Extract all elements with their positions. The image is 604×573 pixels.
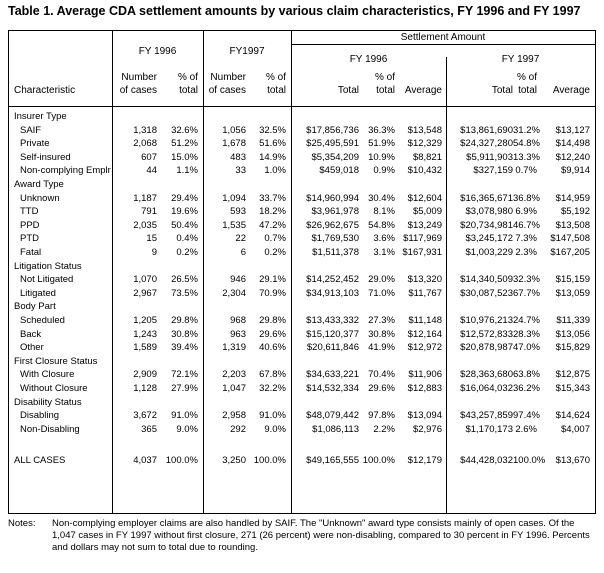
header-fy1997: FY1997 xyxy=(229,46,265,57)
cell-settlement-total-fy1996: $20,611,846 xyxy=(306,342,359,354)
cell-settlement-avg-fy1996: $11,906 xyxy=(408,369,442,381)
cell-pct-fy1997: 0.2% xyxy=(264,247,286,258)
cell-settlement-total-fy1997: $16,064,032 xyxy=(460,383,513,394)
cell-settlement-pct-fy1997: 36.2% xyxy=(513,383,540,394)
cell-settlement-avg-fy1996: $13,249 xyxy=(407,219,442,231)
cell-settlement-avg-fy1996: $12,164 xyxy=(407,328,442,340)
cell-pct-fy1997: 1.0% xyxy=(264,165,286,177)
cell-cases-fy1996: 1,243 xyxy=(133,328,157,340)
cell-cases-fy1997: 1,094 xyxy=(222,192,246,204)
cell-settlement-pct-fy1997: 7.3% xyxy=(515,233,537,245)
cell-cases-fy1997: 483 xyxy=(230,151,246,163)
cell-cases-fy1997: 33 xyxy=(235,165,246,177)
category-label: Litigation Status xyxy=(14,260,82,272)
header-settlement-fy1996: FY 1996 xyxy=(349,54,388,65)
cell-settlement-total-fy1996: $49,165,555 xyxy=(306,455,359,466)
table-row xyxy=(9,382,595,395)
cell-cases-fy1997: 593 xyxy=(230,206,246,218)
row-label: Not Litigated xyxy=(20,274,74,286)
cell-settlement-total-fy1997: $13,861,690 xyxy=(460,124,513,136)
header-fy1996: FY 1996 xyxy=(138,46,177,57)
cell-settlement-pct-fy1996: 41.9% xyxy=(368,342,395,354)
header-characteristic: Characteristic xyxy=(14,85,76,96)
cell-pct-fy1996: 72.1% xyxy=(171,369,198,381)
table-row xyxy=(9,273,595,286)
row-label: Disabling xyxy=(20,410,60,422)
category-row xyxy=(9,178,595,191)
table-row xyxy=(9,164,595,177)
cell-pct-fy1997: 33.7% xyxy=(259,192,286,204)
cell-settlement-total-fy1997: $43,257,859 xyxy=(460,410,513,422)
cell-settlement-total-fy1996: $34,633,221 xyxy=(306,369,359,381)
cell-settlement-pct-fy1997: 97.4% xyxy=(513,410,540,422)
cell-cases-fy1997: 1,535 xyxy=(222,219,246,231)
cell-pct-fy1996: 51.2% xyxy=(171,138,198,150)
cell-pct-fy1997: 14.9% xyxy=(259,151,286,163)
row-label: Scheduled xyxy=(20,315,65,326)
category-label: Insurer Type xyxy=(14,111,67,122)
table-row xyxy=(9,232,595,245)
cell-pct-fy1997: 18.2% xyxy=(259,206,286,218)
cell-cases-fy1997: 6 xyxy=(240,247,246,258)
cell-pct-fy1996: 26.5% xyxy=(171,274,198,286)
cell-settlement-pct-fy1997: 46.7% xyxy=(513,219,540,231)
cell-settlement-avg-fy1997: $147,508 xyxy=(550,233,590,245)
table-row xyxy=(9,246,595,259)
cell-settlement-pct-fy1996: 0.9% xyxy=(373,165,395,177)
cell-settlement-total-fy1997: $20,878,987 xyxy=(460,342,513,354)
cell-settlement-pct-fy1996: 54.8% xyxy=(368,219,395,231)
cell-settlement-total-fy1996: $5,354,209 xyxy=(311,151,359,163)
table-row xyxy=(9,368,595,381)
category-row xyxy=(9,300,595,313)
cell-pct-fy1996: 9.0% xyxy=(176,423,198,435)
cell-settlement-pct-fy1997: 36.8% xyxy=(513,192,540,204)
cell-settlement-pct-fy1997: 63.8% xyxy=(513,369,540,381)
cell-pct-fy1996: 30.8% xyxy=(171,328,198,340)
cell-settlement-total-fy1996: $1,769,530 xyxy=(311,233,359,245)
cell-settlement-total-fy1997: $10,976,213 xyxy=(460,315,513,326)
cell-pct-fy1997: 47.2% xyxy=(259,219,286,231)
cell-settlement-pct-fy1996: 71.0% xyxy=(368,287,395,299)
table-row xyxy=(9,151,595,164)
header-total: total xyxy=(518,85,537,96)
cell-settlement-avg-fy1997: $14,959 xyxy=(555,192,590,204)
cell-pct-fy1996: 50.4% xyxy=(171,219,198,231)
total-row xyxy=(9,454,595,467)
cell-settlement-total-fy1996: $14,960,994 xyxy=(306,192,359,204)
cell-settlement-avg-fy1996: $8,821 xyxy=(412,151,442,163)
cell-cases-fy1996: 791 xyxy=(141,206,157,218)
cell-settlement-pct-fy1997: 28.3% xyxy=(513,328,540,340)
row-label: Self-insured xyxy=(20,151,71,163)
cell-settlement-total-fy1996: $26,962,675 xyxy=(306,219,359,231)
cell-settlement-total-fy1996: $14,252,452 xyxy=(306,274,359,286)
cell-settlement-total-fy1996: $13,433,332 xyxy=(306,315,359,326)
cell-cases-fy1996: 2,909 xyxy=(133,369,157,381)
category-row xyxy=(9,355,595,368)
category-row xyxy=(9,110,595,123)
cell-settlement-pct-fy1996: 8.1% xyxy=(373,206,395,218)
cell-settlement-pct-fy1996: 97.8% xyxy=(368,410,395,422)
header-total: total xyxy=(267,85,286,96)
cell-pct-fy1996: 29.4% xyxy=(171,192,198,204)
cell-settlement-avg-fy1997: $5,192 xyxy=(560,206,590,218)
row-label: PPD xyxy=(20,219,40,231)
header-average: Average xyxy=(404,85,442,96)
cell-settlement-pct-fy1996: 29.0% xyxy=(368,274,395,286)
table-row xyxy=(9,192,595,205)
cell-cases-fy1997: 2,203 xyxy=(222,369,246,381)
cell-settlement-pct-fy1996: 3.6% xyxy=(373,233,395,245)
cell-pct-fy1996: 32.6% xyxy=(171,124,198,136)
cell-settlement-total-fy1997: $28,363,680 xyxy=(460,369,513,381)
cell-settlement-avg-fy1996: $12,329 xyxy=(407,138,442,150)
header-settlement-amount: Settlement Amount xyxy=(400,32,486,43)
cell-settlement-pct-fy1997: 2.3% xyxy=(515,247,537,258)
cell-pct-fy1997: 9.0% xyxy=(264,423,286,435)
cell-settlement-avg-fy1996: $12,972 xyxy=(407,342,442,354)
cell-settlement-total-fy1996: $3,961,978 xyxy=(311,206,359,218)
cell-settlement-pct-fy1997: 6.9% xyxy=(515,206,537,218)
cell-settlement-pct-fy1997: 13.3% xyxy=(513,151,540,163)
cell-cases-fy1996: 1,128 xyxy=(133,383,157,394)
cell-cases-fy1997: 2,958 xyxy=(222,410,246,422)
row-label: Non-complying Emplr xyxy=(20,165,111,177)
cell-cases-fy1997: 3,250 xyxy=(222,455,246,466)
cell-pct-fy1997: 29.6% xyxy=(259,328,286,340)
cell-settlement-total-fy1997: $1,003,229 xyxy=(465,247,513,258)
table-row xyxy=(9,137,595,150)
cell-settlement-total-fy1996: $48,079,442 xyxy=(306,410,359,422)
cell-settlement-pct-fy1996: 10.9% xyxy=(368,151,395,163)
cell-settlement-pct-fy1997: 31.2% xyxy=(513,124,540,136)
header-pct-of: % of xyxy=(265,72,286,83)
cell-cases-fy1996: 365 xyxy=(141,423,157,435)
cell-settlement-avg-fy1997: $15,159 xyxy=(555,274,590,286)
cell-settlement-total-fy1997: $1,170,173 xyxy=(465,423,513,435)
cell-settlement-total-fy1996: $17,856,736 xyxy=(306,124,359,136)
cell-cases-fy1996: 9 xyxy=(151,247,157,258)
header-pct-of: % of xyxy=(177,72,198,83)
cell-settlement-total-fy1996: $1,086,113 xyxy=(312,423,359,435)
cell-settlement-total-fy1996: $1,511,378 xyxy=(312,247,359,258)
cell-cases-fy1996: 1,070 xyxy=(133,274,157,286)
notes-label: Notes: xyxy=(8,518,36,529)
cell-pct-fy1997: 91.0% xyxy=(259,410,286,422)
cell-cases-fy1996: 2,068 xyxy=(133,138,157,150)
cell-cases-fy1997: 22 xyxy=(235,233,246,245)
cell-settlement-avg-fy1997: $13,670 xyxy=(555,455,590,466)
cell-pct-fy1996: 27.9% xyxy=(171,383,198,394)
category-label: Disability Status xyxy=(14,396,82,408)
cell-cases-fy1997: 946 xyxy=(230,274,246,286)
header-total: total xyxy=(179,85,198,96)
cell-settlement-total-fy1997: $24,327,280 xyxy=(460,138,513,150)
category-row xyxy=(9,396,595,409)
cell-settlement-pct-fy1996: 100.0% xyxy=(362,455,395,466)
cell-cases-fy1996: 3,672 xyxy=(133,410,157,422)
cell-settlement-avg-fy1996: $12,883 xyxy=(407,383,442,394)
cell-settlement-avg-fy1996: $10,432 xyxy=(407,165,442,177)
cell-settlement-avg-fy1996: $13,094 xyxy=(407,410,442,422)
cell-settlement-total-fy1997: $16,365,671 xyxy=(460,192,513,204)
cell-settlement-pct-fy1997: 0.7% xyxy=(515,165,537,177)
row-label: With Closure xyxy=(20,369,75,381)
cell-settlement-total-fy1997: $5,911,903 xyxy=(466,151,513,163)
table-row xyxy=(9,341,595,354)
category-label: Award Type xyxy=(14,179,64,190)
cell-pct-fy1996: 100.0% xyxy=(165,455,198,466)
cell-settlement-avg-fy1997: $12,875 xyxy=(555,369,590,381)
cell-cases-fy1997: 2,304 xyxy=(222,287,246,299)
cell-settlement-pct-fy1996: 27.3% xyxy=(368,315,395,326)
table-row xyxy=(9,328,595,341)
cell-settlement-avg-fy1997: $12,240 xyxy=(555,151,590,163)
table-title: Table 1. Average CDA settlement amounts by various claim characteristics, FY 1996 and FY 1997 xyxy=(8,4,581,18)
table-row xyxy=(9,314,595,327)
cell-settlement-total-fy1996: $15,120,377 xyxy=(306,328,359,340)
row-label: TTD xyxy=(20,206,39,218)
cell-settlement-pct-fy1997: 67.7% xyxy=(513,287,540,299)
cell-settlement-pct-fy1996: 36.3% xyxy=(368,124,395,136)
cell-settlement-pct-fy1996: 30.4% xyxy=(368,192,395,204)
cell-pct-fy1996: 1.1% xyxy=(176,165,198,177)
cell-settlement-total-fy1997: $3,078,980 xyxy=(465,206,513,218)
cell-settlement-avg-fy1997: $167,205 xyxy=(550,247,590,258)
cell-cases-fy1996: 1,589 xyxy=(133,342,157,354)
header-number: Number xyxy=(121,72,157,83)
cell-settlement-avg-fy1996: $11,767 xyxy=(408,287,442,299)
row-label: Other xyxy=(20,342,44,354)
header-of-cases: of cases xyxy=(208,85,246,96)
category-label: First Closure Status xyxy=(14,355,98,367)
cell-settlement-pct-fy1997: 24.7% xyxy=(513,315,540,326)
category-row xyxy=(9,260,595,273)
table-row xyxy=(9,124,595,137)
cell-pct-fy1996: 29.8% xyxy=(171,315,198,326)
cell-pct-fy1997: 40.6% xyxy=(259,342,286,354)
cell-cases-fy1997: 963 xyxy=(230,328,246,340)
cell-settlement-total-fy1996: $459,018 xyxy=(319,165,359,177)
cell-pct-fy1996: 0.2% xyxy=(176,247,198,258)
cell-cases-fy1996: 1,318 xyxy=(133,124,157,136)
header-total-col: Total xyxy=(337,85,359,96)
cell-settlement-total-fy1997: $3,245,172 xyxy=(465,233,513,245)
cell-settlement-total-fy1996: $34,913,103 xyxy=(306,287,359,299)
cell-settlement-total-fy1997: $30,087,523 xyxy=(460,287,513,299)
cell-settlement-pct-fy1996: 70.4% xyxy=(368,369,395,381)
cell-settlement-avg-fy1996: $117,969 xyxy=(403,233,442,245)
cell-settlement-avg-fy1996: $12,604 xyxy=(407,192,442,204)
cell-settlement-avg-fy1997: $13,508 xyxy=(555,219,590,231)
cell-cases-fy1997: 1,056 xyxy=(222,124,246,136)
cell-pct-fy1996: 19.6% xyxy=(171,206,198,218)
cell-pct-fy1996: 39.4% xyxy=(171,342,198,354)
table-row xyxy=(9,423,595,436)
cell-settlement-avg-fy1996: $12,179 xyxy=(407,455,442,466)
cell-settlement-pct-fy1997: 32.3% xyxy=(513,274,540,286)
cell-cases-fy1996: 15 xyxy=(146,233,157,245)
row-label: Non-Disabling xyxy=(20,423,80,435)
cell-cases-fy1996: 44 xyxy=(146,165,157,177)
cell-cases-fy1997: 1,047 xyxy=(222,383,246,394)
cell-pct-fy1997: 70.9% xyxy=(259,287,286,299)
cell-settlement-pct-fy1997: 100.0% xyxy=(513,455,546,466)
cell-settlement-pct-fy1996: 3.1% xyxy=(373,247,395,258)
cell-cases-fy1996: 4,037 xyxy=(133,455,157,466)
cell-cases-fy1996: 1,205 xyxy=(133,315,157,326)
row-label: Private xyxy=(20,138,50,150)
cell-pct-fy1997: 32.5% xyxy=(259,124,286,136)
cell-settlement-avg-fy1996: $13,320 xyxy=(407,274,442,286)
header-settlement-fy1997: FY 1997 xyxy=(501,54,540,65)
cell-settlement-avg-fy1996: $167,931 xyxy=(402,247,442,258)
data-table xyxy=(8,30,596,514)
cell-settlement-avg-fy1997: $11,339 xyxy=(556,315,590,326)
cell-settlement-avg-fy1997: $9,914 xyxy=(560,165,590,177)
cell-pct-fy1996: 0.4% xyxy=(176,233,198,245)
notes-text: Non-complying employer claims are also handled by SAIF. The "Unknown" award type consists mainly of open cases. Of the 1,047 cases in FY 1997 without first closure, 271 (26 percent) were non-disabling, compared to 30 percent in FY 1996. Percents and dollars may not sum to total due to rounding. xyxy=(52,518,590,553)
cell-settlement-pct-fy1996: 30.8% xyxy=(368,328,395,340)
header-pct-of: % of xyxy=(516,72,537,83)
cell-cases-fy1996: 1,187 xyxy=(133,192,157,204)
cell-settlement-avg-fy1997: $13,059 xyxy=(555,287,590,299)
header-pct-of: % of xyxy=(374,72,395,83)
header-number: Number xyxy=(210,72,246,83)
row-label: Unknown xyxy=(20,192,60,204)
table-row xyxy=(9,287,595,300)
cell-pct-fy1997: 0.7% xyxy=(264,233,286,245)
cell-pct-fy1996: 91.0% xyxy=(171,410,198,422)
row-label: SAIF xyxy=(20,124,42,136)
cell-cases-fy1997: 292 xyxy=(230,423,246,435)
cell-settlement-avg-fy1996: $5,009 xyxy=(412,206,442,218)
cell-pct-fy1997: 51.6% xyxy=(259,138,286,150)
cell-settlement-pct-fy1996: 2.2% xyxy=(373,423,395,435)
cell-cases-fy1997: 1,319 xyxy=(222,342,246,354)
cell-settlement-avg-fy1997: $14,498 xyxy=(555,138,590,150)
row-label: ALL CASES xyxy=(14,455,66,466)
header-total: total xyxy=(376,85,395,96)
cell-pct-fy1996: 15.0% xyxy=(171,151,198,163)
cell-settlement-avg-fy1997: $13,056 xyxy=(555,328,590,340)
cell-settlement-total-fy1997: $327,159 xyxy=(473,165,513,177)
cell-cases-fy1996: 607 xyxy=(141,151,157,163)
cell-cases-fy1997: 1,678 xyxy=(222,138,246,150)
cell-settlement-pct-fy1996: 29.6% xyxy=(368,383,395,394)
header-total-col: Total xyxy=(491,85,513,96)
cell-settlement-avg-fy1997: $15,829 xyxy=(555,342,590,354)
cell-pct-fy1997: 100.0% xyxy=(253,455,286,466)
cell-settlement-avg-fy1997: $13,127 xyxy=(555,124,590,136)
cell-settlement-total-fy1996: $14,532,334 xyxy=(306,383,359,394)
cell-settlement-avg-fy1996: $13,548 xyxy=(407,124,442,136)
cell-cases-fy1996: 2,035 xyxy=(133,219,157,231)
cell-pct-fy1997: 29.1% xyxy=(259,274,286,286)
cell-settlement-pct-fy1997: 54.8% xyxy=(513,138,540,150)
cell-pct-fy1997: 32.2% xyxy=(259,383,286,394)
row-label: Fatal xyxy=(20,247,42,258)
cell-cases-fy1996: 2,967 xyxy=(133,287,157,299)
table-row xyxy=(9,205,595,218)
row-label: Without Closure xyxy=(20,383,88,394)
cell-settlement-pct-fy1997: 47.0% xyxy=(513,342,540,354)
cell-settlement-total-fy1997: $12,572,833 xyxy=(460,328,513,340)
cell-pct-fy1997: 67.8% xyxy=(259,369,286,381)
cell-settlement-avg-fy1996: $2,976 xyxy=(412,423,442,435)
cell-settlement-avg-fy1997: $4,007 xyxy=(560,423,590,435)
row-label: Back xyxy=(20,328,42,340)
cell-settlement-avg-fy1997: $14,624 xyxy=(555,410,590,422)
cell-pct-fy1997: 29.8% xyxy=(259,315,286,326)
cell-settlement-pct-fy1997: 2.6% xyxy=(515,423,537,435)
header-average: Average xyxy=(552,85,590,96)
cell-settlement-pct-fy1996: 51.9% xyxy=(368,138,395,150)
cell-settlement-total-fy1997: $14,340,509 xyxy=(460,274,513,286)
cell-settlement-total-fy1997: $44,428,032 xyxy=(460,455,513,466)
cell-settlement-avg-fy1996: $11,148 xyxy=(408,315,442,326)
cell-cases-fy1997: 968 xyxy=(230,315,246,326)
cell-settlement-total-fy1997: $20,734,981 xyxy=(460,219,513,231)
row-label: Litigated xyxy=(20,287,56,299)
header-of-cases: of cases xyxy=(119,85,157,96)
spacer-row xyxy=(9,436,595,449)
category-label: Body Part xyxy=(14,301,56,313)
table-row xyxy=(9,409,595,422)
table-row xyxy=(9,219,595,232)
row-label: PTD xyxy=(20,233,39,245)
cell-pct-fy1996: 73.5% xyxy=(171,287,198,299)
cell-settlement-avg-fy1997: $15,343 xyxy=(555,383,590,394)
cell-settlement-total-fy1996: $25,495,591 xyxy=(306,138,359,150)
